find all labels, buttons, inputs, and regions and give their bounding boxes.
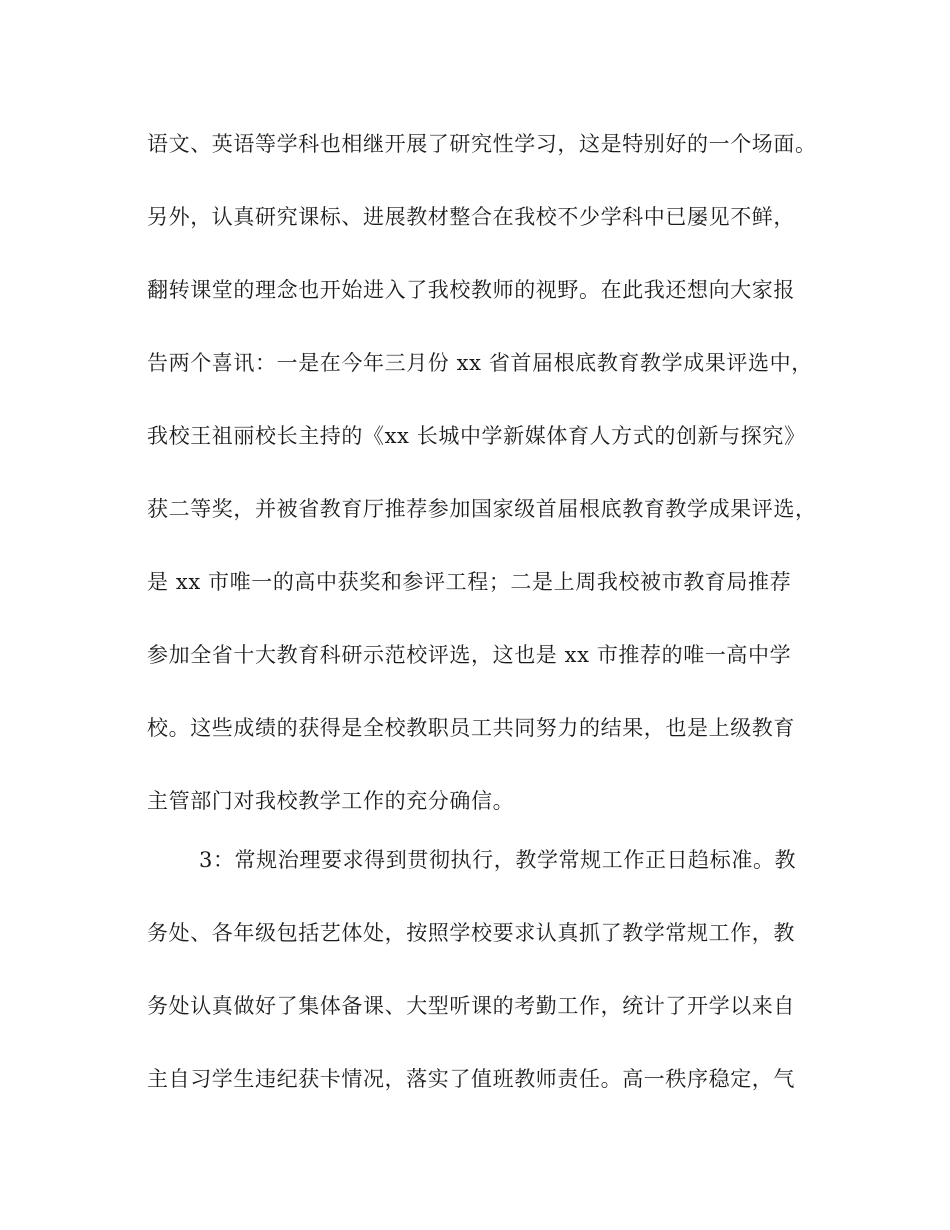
text-line-8: 参加全省十大教育科研示范校评选，这也是 xx 市推荐的唯一高中学 [147,643,792,667]
text-line-10: 主管部门对我校教学工作的充分确信。 [147,789,515,813]
text-line-2: 另外，认真研究课标、进展教材整合在我校不少学科中已屡见不鲜， [147,205,795,229]
text-line-12: 务处、各年级包括艺体处，按照学校要求认真抓了教学常规工作，教 [147,921,795,945]
text-line-9: 校。这些成绩的获得是全校教职员工共同努力的结果，也是上级教育 [147,716,795,740]
text-line-11: 3：常规治理要求得到贯彻执行，教学常规工作正日趋标准。教 [199,848,797,872]
text-line-4: 告两个喜讯：一是在今年三月份 xx 省首届根底教育教学成果评选中， [147,351,813,375]
text-line-6: 获二等奖，并被省教育厅推荐参加国家级首届根底教育教学成果评选， [147,497,817,521]
text-line-13: 务处认真做好了集体备课、大型听课的考勤工作，统计了开学以来自 [147,994,795,1018]
text-line-1: 语文、英语等学科也相继开展了研究性学习，这是特别好的一个场面。 [147,132,817,156]
text-line-7: 是 xx 市唯一的高中获奖和参评工程；二是上周我校被市教育局推荐 [147,570,792,594]
text-line-5: 我校王祖丽校长主持的《xx 长城中学新媒体育人方式的创新与探究》 [147,424,806,448]
text-line-3: 翻转课堂的理念也开始进入了我校教师的视野。在此我还想向大家报 [147,278,795,302]
text-line-14: 主自习学生违纪获卡情况，落实了值班教师责任。高一秩序稳定，气 [147,1067,795,1091]
